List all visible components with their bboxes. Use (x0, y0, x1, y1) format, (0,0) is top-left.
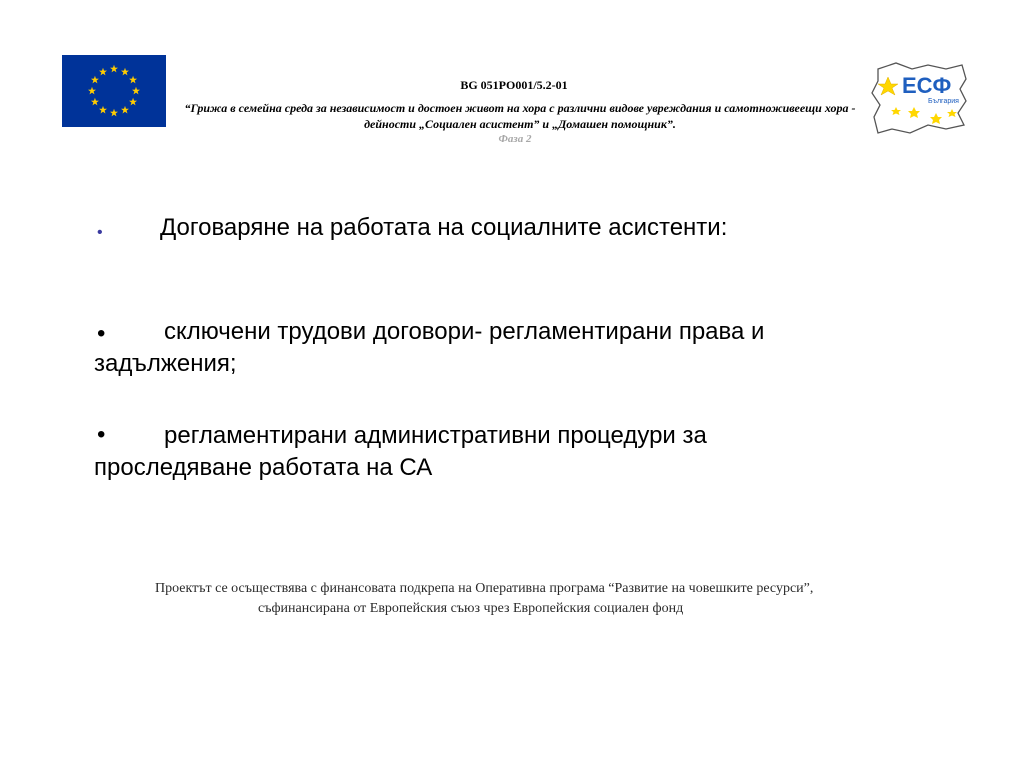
bullet-3-continuation: проследяване работата на СА (94, 454, 433, 481)
eu-star-icon (110, 65, 118, 73)
esf-logo-text: ЕСФ (902, 73, 952, 98)
eu-star-icon (121, 68, 129, 76)
bullet-3-text: регламентирани административни процедури за (164, 422, 707, 449)
bullet-2-text: сключени трудови договори- регламентирани права и (164, 318, 765, 345)
eu-star-icon (129, 98, 137, 106)
footer-funding-line-1: Проектът се осъществява с финансовата подкрепа на Оперативна програма “Развитие на човешките ресурси”, (155, 581, 814, 596)
eu-star-icon (91, 98, 99, 106)
eu-star-icon (88, 87, 96, 95)
bullet-1-text: Договаряне на работата на социалните асистенти: (160, 214, 728, 241)
project-title: “Грижа в семейна среда за независимост и достоен живот на хора с различни видове увреждания и самотноживеещи хора - дейности „Социален асистент” и „Домашен помощник”. (184, 101, 856, 131)
eu-star-icon (91, 76, 99, 84)
bullet-marker: • (97, 320, 106, 347)
bullet-marker: • (97, 224, 103, 241)
bulgaria-map-icon (866, 55, 970, 137)
esf-logo (866, 55, 970, 137)
eu-stars-icon (62, 55, 166, 127)
eu-flag-logo (62, 55, 166, 127)
bullet-2-continuation: задължения; (94, 350, 237, 377)
phase-label: Фаза 2 (498, 133, 532, 145)
eu-star-icon (99, 106, 107, 114)
esf-logo-subtext: България (928, 98, 959, 105)
eu-star-icon (129, 76, 137, 84)
eu-star-icon (132, 87, 140, 95)
eu-star-icon (99, 68, 107, 76)
eu-star-icon (110, 109, 118, 117)
footer-funding-line-2: съфинансирана от Европейския съюз чрез Европейския социален фонд (258, 601, 684, 616)
eu-star-icon (121, 106, 129, 114)
bullet-marker: • (97, 421, 106, 448)
project-code: BG 051PO001/5.2-01 (460, 78, 568, 92)
